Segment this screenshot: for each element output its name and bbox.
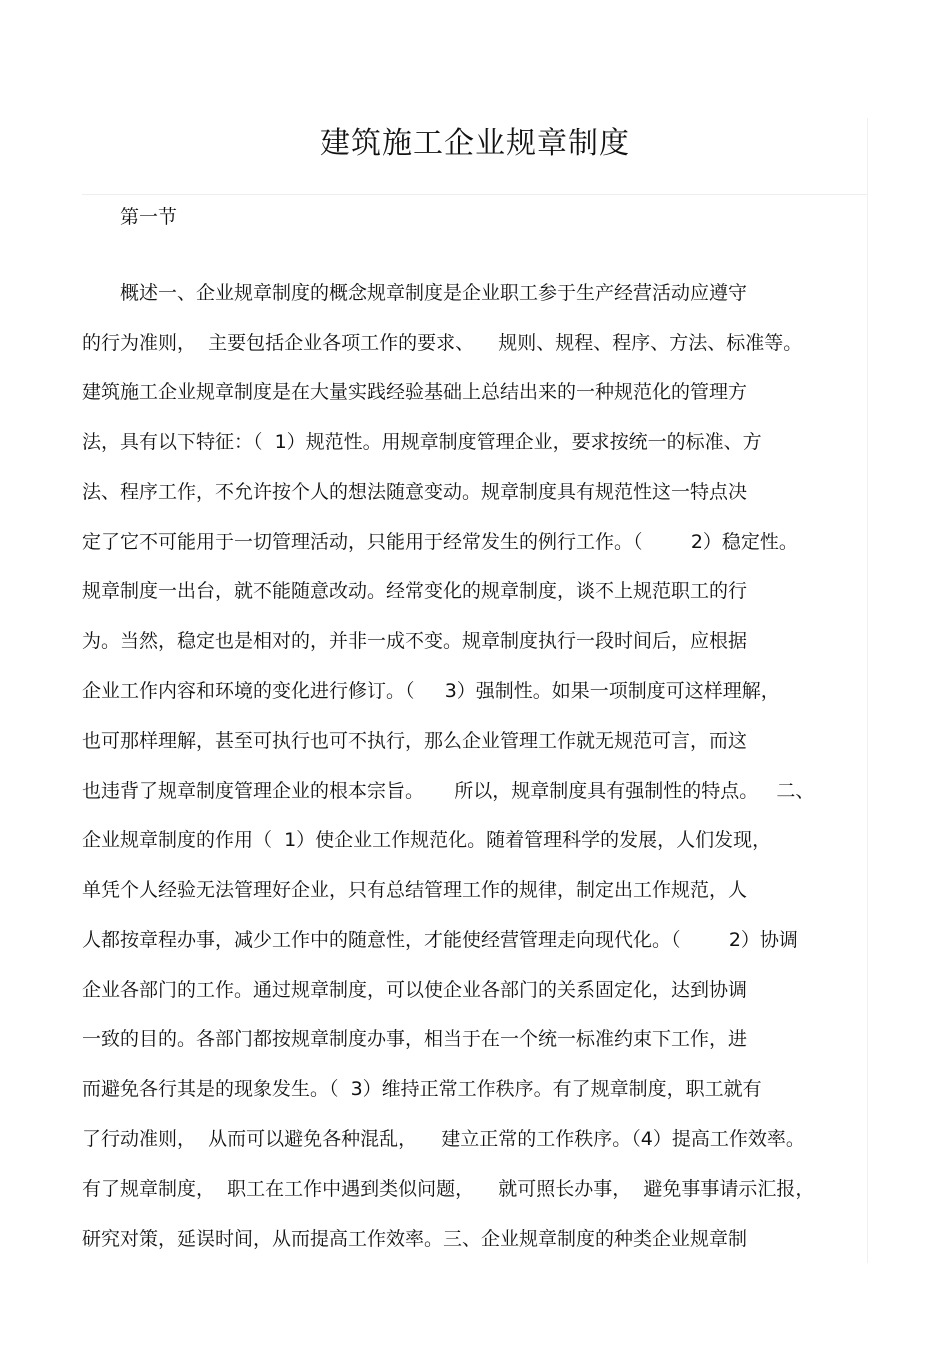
header-divider [82,194,868,195]
right-margin-line [867,118,868,1263]
body-line: 企业工作内容和环境的变化进行修订。（ 3）强制性。如果一项制度可这样理解， [82,680,780,702]
section-heading: 第一节 [120,206,178,228]
body-line: 的行为准则， 主要包括企业各项工作的要求、 规则、规程、程序、方法、标准等。 [82,332,803,354]
body-line: 单凭个人经验无法管理好企业，只有总结管理工作的规律，制定出工作规范，人 [82,879,748,901]
body-line: 研究对策，延误时间，从而提高工作效率。三、企业规章制度的种类企业规章制 [82,1228,748,1250]
body-line: 法，具有以下特征：（ 1）规范性。用规章制度管理企业，要求按统一的标准、方 [82,431,762,453]
document-title: 建筑施工企业规章制度 [320,126,630,161]
body-line: 为。当然，稳定也是相对的，并非一成不变。规章制度执行一段时间后，应根据 [82,630,748,652]
body-line: 法、程序工作，不允许按个人的想法随意变动。规章制度具有规范性这一特点决 [82,481,748,503]
body-line: 定了它不可能用于一切管理活动，只能用于经常发生的例行工作。（ 2）稳定性。 [82,531,798,553]
body-line: 也违背了规章制度管理企业的根本宗旨。 所以，规章制度具有强制性的特点。 二、 [82,780,815,802]
body-line: 概述一、企业规章制度的概念规章制度是企业职工参于生产经营活动应遵守 [120,282,748,304]
body-line: 建筑施工企业规章制度是在大量实践经验基础上总结出来的一种规范化的管理方 [82,381,748,403]
body-line: 而避免各行其是的现象发生。（ 3）维持正常工作秩序。有了规章制度，职工就有 [82,1078,762,1100]
body-line: 人都按章程办事，减少工作中的随意性，才能使经营管理走向现代化。（ 2）协调 [82,929,798,951]
body-line: 企业规章制度的作用（ 1）使企业工作规范化。随着管理科学的发展，人们发现， [82,829,772,851]
body-line: 企业各部门的工作。通过规章制度，可以使企业各部门的关系固定化，达到协调 [82,979,748,1001]
body-line: 了行动准则， 从而可以避免各种混乱， 建立正常的工作秩序。（4）提高工作效率。 [82,1128,805,1150]
body-line: 也可那样理解，甚至可执行也可不执行，那么企业管理工作就无规范可言，而这 [82,730,748,752]
body-line: 一致的目的。各部门都按规章制度办事，相当于在一个统一标准约束下工作，进 [82,1028,748,1050]
body-line: 规章制度一出台，就不能随意改动。经常变化的规章制度，谈不上规范职工的行 [82,580,748,602]
body-line: 有了规章制度， 职工在工作中遇到类似问题， 就可照长办事， 避免事事请示汇报， [82,1178,815,1200]
